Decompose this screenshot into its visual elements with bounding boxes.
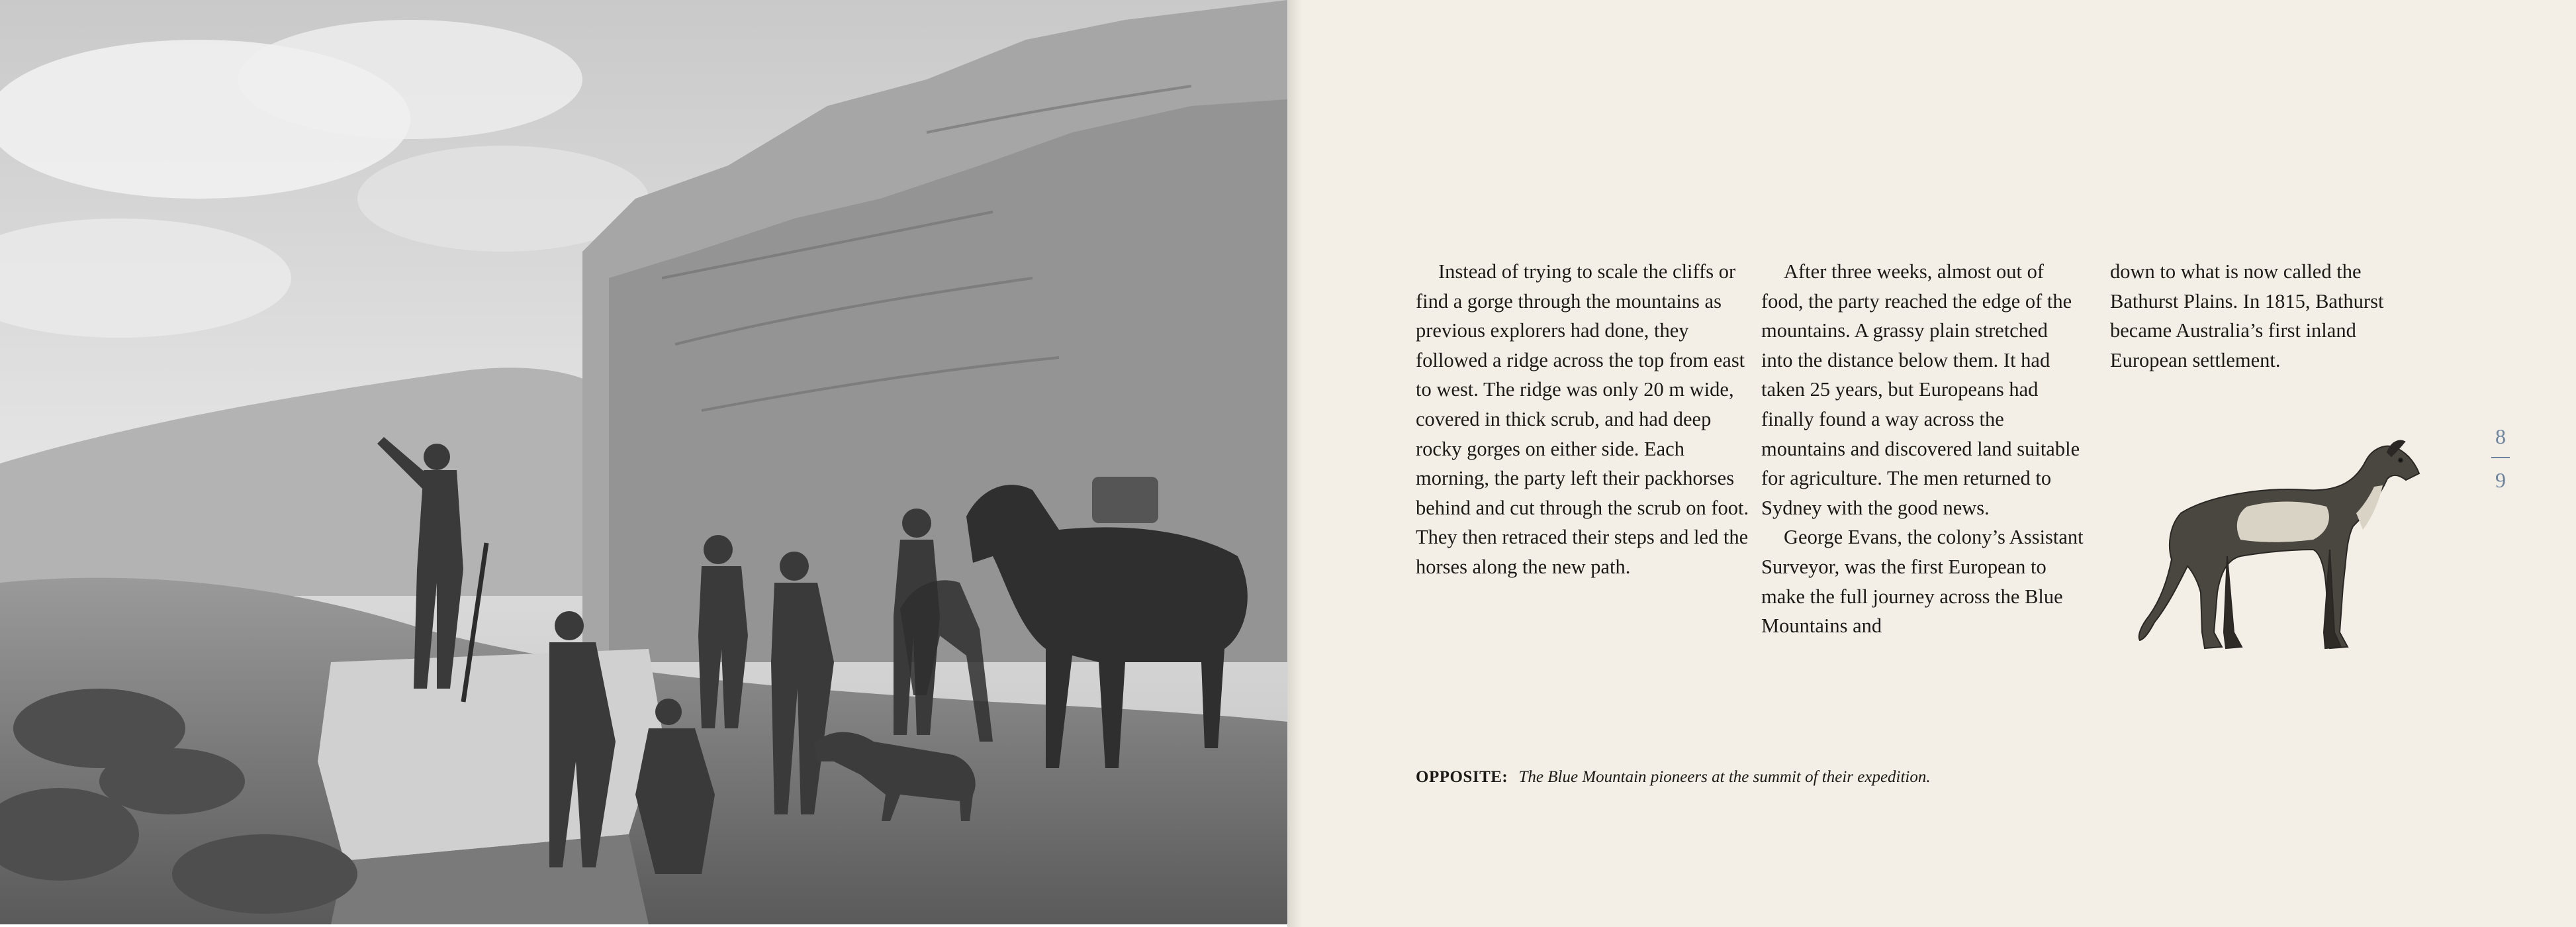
text-column-3	[2110, 257, 2426, 375]
paragraph: George Evans, the colony’s Assistant Surveyor, was the first European to make the full journey across the Blue Mountains and	[1761, 526, 2084, 638]
paragraph: down to what is now called the Bathurst Plains. In 1815, Bathurst became Australia’s first inland European settlement.	[2110, 260, 2384, 371]
engraving-illustration	[0, 0, 1287, 924]
caption-label: OPPOSITE:	[1416, 768, 1508, 786]
page-gutter-shadow	[1287, 0, 1302, 927]
text-column-1	[1416, 257, 1752, 582]
figure-caption	[1416, 768, 1931, 787]
page-number-left: 8	[2495, 424, 2506, 448]
dog-illustration	[2128, 434, 2426, 662]
paragraph: After three weeks, almost out of food, the party reached the edge of the mountains. A grassy plain stretched into the distance below them. It had taken 25 years, but Europeans had finally found a way across the mountains and discovered land suitable for agriculture. The men returned to Sydney with the good news.	[1761, 260, 2080, 519]
text-column-2	[1761, 257, 2084, 641]
folio-divider	[2491, 457, 2510, 458]
page-number-right: 9	[2495, 468, 2506, 492]
left-page	[0, 0, 1287, 924]
paragraph: Instead of trying to scale the cliffs or find a gorge through the mountains as previous explorers had done, they followed a ridge across the top from east to west. The ridge was only 20 m wide, covered in thick scrub, and had deep rocky gorges on either side. Each morning, the party left their packhorses behind and cut through the scrub on foot. They then retraced their steps and led the horses along the new path.	[1416, 260, 1749, 578]
caption-text: The Blue Mountain pioneers at the summit of their expedition.	[1518, 768, 1931, 786]
page-numbers	[2485, 424, 2516, 493]
